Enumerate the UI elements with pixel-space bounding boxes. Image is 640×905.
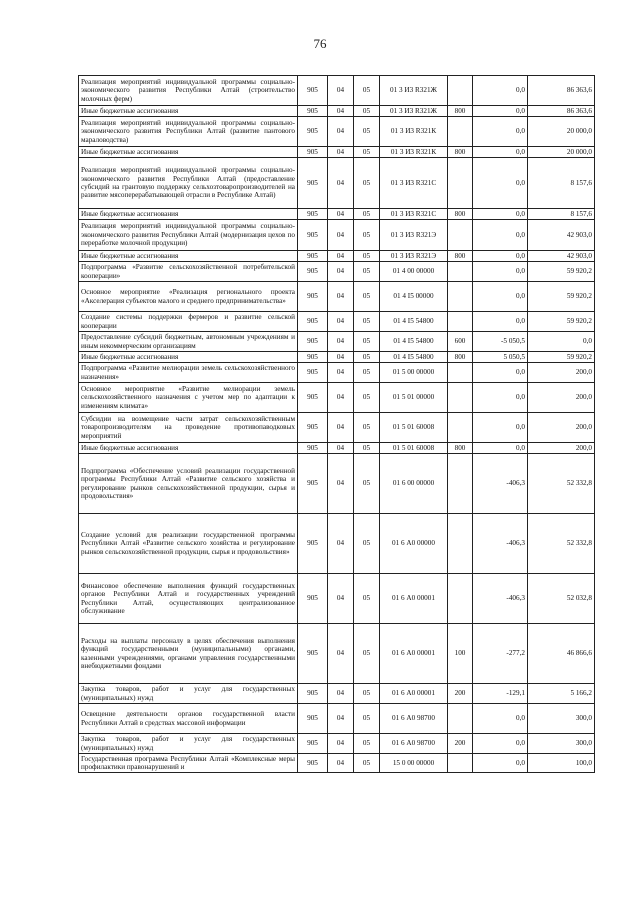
cell-total-amount: 86 363,6 xyxy=(528,76,595,106)
cell-section-code: 04 xyxy=(328,454,354,514)
cell-total-amount: 100,0 xyxy=(528,754,595,773)
cell-expense-type: 600 xyxy=(448,332,473,352)
cell-total-amount: 20 000,0 xyxy=(528,147,595,158)
cell-section-code: 04 xyxy=(328,754,354,773)
cell-subsection-code: 05 xyxy=(354,704,380,734)
cell-expense-type: 800 xyxy=(448,352,473,363)
cell-change-amount: 0,0 xyxy=(473,209,528,220)
cell-expense-type: 100 xyxy=(448,624,473,684)
cell-grbs-code: 905 xyxy=(298,117,328,147)
table-row xyxy=(79,454,595,514)
cell-total-amount: 59 920,2 xyxy=(528,352,595,363)
cell-grbs-code: 905 xyxy=(298,413,328,443)
cell-total-amount: 200,0 xyxy=(528,363,595,383)
cell-expense-type: 200 xyxy=(448,684,473,704)
cell-target-article: 01 3 И3 R321Ж xyxy=(380,106,448,117)
cell-change-amount: 0,0 xyxy=(473,363,528,383)
cell-section-code: 04 xyxy=(328,704,354,734)
cell-section-code: 04 xyxy=(328,413,354,443)
cell-grbs-code: 905 xyxy=(298,158,328,209)
cell-expense-type xyxy=(448,754,473,773)
cell-target-article: 01 3 И3 R321С xyxy=(380,158,448,209)
cell-expense-type xyxy=(448,158,473,209)
cell-change-amount: 0,0 xyxy=(473,220,528,251)
cell-grbs-code: 905 xyxy=(298,147,328,158)
cell-target-article: 01 6 00 00000 xyxy=(380,454,448,514)
cell-subsection-code: 05 xyxy=(354,454,380,514)
cell-subsection-code: 05 xyxy=(354,754,380,773)
cell-name: Закупка товаров, работ и услуг для государственных (муниципальных) нужд xyxy=(79,734,298,754)
cell-name: Основное мероприятие «Реализация регионального проекта «Акселерация субъектов малого и среднего предпринимательства» xyxy=(79,282,298,312)
cell-name: Иные бюджетные ассигнования xyxy=(79,106,298,117)
cell-subsection-code: 05 xyxy=(354,282,380,312)
cell-name: Подпрограмма «Обеспечение условий реализации государственной программы Республики Алтай «Развитие сельского хозяйства и регулирование рынков сельскохозяйственной продукции, сырья и продовольствия» xyxy=(79,454,298,514)
cell-subsection-code: 05 xyxy=(354,734,380,754)
cell-total-amount: 200,0 xyxy=(528,413,595,443)
cell-name: Субсидии на возмещение части затрат сельскохозяйственным товаропроизводителям на проведение противопаводковых мероприятий xyxy=(79,413,298,443)
cell-subsection-code: 05 xyxy=(354,352,380,363)
cell-name: Иные бюджетные ассигнования xyxy=(79,443,298,454)
cell-change-amount: 0,0 xyxy=(473,443,528,454)
cell-subsection-code: 05 xyxy=(354,106,380,117)
cell-target-article: 01 3 И3 R321Э xyxy=(380,251,448,262)
cell-grbs-code: 905 xyxy=(298,704,328,734)
cell-section-code: 04 xyxy=(328,282,354,312)
table-row xyxy=(79,106,595,117)
cell-target-article: 01 4 00 00000 xyxy=(380,262,448,282)
cell-subsection-code: 05 xyxy=(354,443,380,454)
table-row xyxy=(79,209,595,220)
cell-target-article: 01 6 А0 98700 xyxy=(380,734,448,754)
cell-change-amount: 0,0 xyxy=(473,754,528,773)
cell-expense-type xyxy=(448,117,473,147)
cell-expense-type xyxy=(448,454,473,514)
cell-name: Расходы на выплаты персоналу в целях обеспечения выполнения функций государственными (муниципальными) органами, казенными учреждениями, органами управления государственными внебюджетными фондами xyxy=(79,624,298,684)
table-row xyxy=(79,352,595,363)
cell-target-article: 01 3 И3 R321С xyxy=(380,209,448,220)
cell-total-amount: 59 920,2 xyxy=(528,262,595,282)
table-row xyxy=(79,624,595,684)
table-row xyxy=(79,251,595,262)
cell-grbs-code: 905 xyxy=(298,734,328,754)
cell-section-code: 04 xyxy=(328,220,354,251)
cell-target-article: 01 6 А0 00001 xyxy=(380,624,448,684)
cell-grbs-code: 905 xyxy=(298,262,328,282)
cell-change-amount: -406,3 xyxy=(473,454,528,514)
budget-table xyxy=(78,75,595,773)
cell-change-amount: 5 050,5 xyxy=(473,352,528,363)
cell-target-article: 01 3 И3 R321К xyxy=(380,117,448,147)
cell-grbs-code: 905 xyxy=(298,76,328,106)
cell-name: Реализация мероприятий индивидуальной программы социально-экономического развития Республики Алтай (строительство молочных ферм) xyxy=(79,76,298,106)
table-row xyxy=(79,332,595,352)
cell-subsection-code: 05 xyxy=(354,117,380,147)
cell-grbs-code: 905 xyxy=(298,624,328,684)
table-row xyxy=(79,574,595,624)
cell-name: Иные бюджетные ассигнования xyxy=(79,147,298,158)
cell-subsection-code: 05 xyxy=(354,383,380,413)
cell-total-amount: 86 363,6 xyxy=(528,106,595,117)
cell-change-amount: -129,1 xyxy=(473,684,528,704)
cell-total-amount: 8 157,6 xyxy=(528,158,595,209)
cell-subsection-code: 05 xyxy=(354,363,380,383)
cell-subsection-code: 05 xyxy=(354,209,380,220)
table-row xyxy=(79,363,595,383)
cell-total-amount: 8 157,6 xyxy=(528,209,595,220)
cell-expense-type xyxy=(448,363,473,383)
cell-target-article: 01 6 А0 00001 xyxy=(380,574,448,624)
cell-name: Закупка товаров, работ и услуг для государственных (муниципальных) нужд xyxy=(79,684,298,704)
cell-section-code: 04 xyxy=(328,209,354,220)
cell-section-code: 04 xyxy=(328,352,354,363)
cell-name: Реализация мероприятий индивидуальной программы социально-экономического развития Республики Алтай (модернизация цехов по переработке молочной продукции) xyxy=(79,220,298,251)
cell-name: Подпрограмма «Развитие мелиорации земель сельскохозяйственного назначения» xyxy=(79,363,298,383)
cell-section-code: 04 xyxy=(328,76,354,106)
cell-section-code: 04 xyxy=(328,514,354,574)
cell-total-amount: 0,0 xyxy=(528,332,595,352)
cell-section-code: 04 xyxy=(328,574,354,624)
cell-total-amount: 200,0 xyxy=(528,443,595,454)
cell-target-article: 01 3 И3 R321К xyxy=(380,147,448,158)
cell-expense-type: 800 xyxy=(448,209,473,220)
cell-section-code: 04 xyxy=(328,262,354,282)
cell-expense-type xyxy=(448,282,473,312)
cell-grbs-code: 905 xyxy=(298,514,328,574)
cell-name: Освещение деятельности органов государственной власти Республики Алтай в средствах массовой информации xyxy=(79,704,298,734)
cell-subsection-code: 05 xyxy=(354,220,380,251)
cell-grbs-code: 905 xyxy=(298,454,328,514)
cell-name: Подпрограмма «Развитие сельскохозяйственной потребительской кооперации» xyxy=(79,262,298,282)
cell-expense-type xyxy=(448,262,473,282)
cell-name: Иные бюджетные ассигнования xyxy=(79,209,298,220)
cell-change-amount: 0,0 xyxy=(473,704,528,734)
table-row xyxy=(79,413,595,443)
cell-grbs-code: 905 xyxy=(298,443,328,454)
table-row xyxy=(79,514,595,574)
cell-change-amount: -5 050,5 xyxy=(473,332,528,352)
table-row xyxy=(79,282,595,312)
cell-grbs-code: 905 xyxy=(298,574,328,624)
page-number: 76 xyxy=(313,36,327,51)
cell-section-code: 04 xyxy=(328,624,354,684)
cell-subsection-code: 05 xyxy=(354,158,380,209)
cell-expense-type xyxy=(448,514,473,574)
cell-section-code: 04 xyxy=(328,363,354,383)
cell-total-amount: 42 903,0 xyxy=(528,251,595,262)
cell-subsection-code: 05 xyxy=(354,413,380,443)
cell-target-article: 01 3 И3 R321Ж xyxy=(380,76,448,106)
cell-name: Создание системы поддержки фермеров и развитие сельской кооперации xyxy=(79,312,298,332)
cell-change-amount: 0,0 xyxy=(473,147,528,158)
cell-total-amount: 59 920,2 xyxy=(528,282,595,312)
table-row xyxy=(79,117,595,147)
cell-subsection-code: 05 xyxy=(354,332,380,352)
cell-section-code: 04 xyxy=(328,684,354,704)
table-row xyxy=(79,312,595,332)
cell-change-amount: 0,0 xyxy=(473,262,528,282)
cell-subsection-code: 05 xyxy=(354,76,380,106)
cell-expense-type: 800 xyxy=(448,106,473,117)
cell-expense-type xyxy=(448,704,473,734)
cell-change-amount: 0,0 xyxy=(473,413,528,443)
cell-total-amount: 52 332,8 xyxy=(528,454,595,514)
cell-change-amount: 0,0 xyxy=(473,106,528,117)
cell-total-amount: 52 332,8 xyxy=(528,514,595,574)
cell-grbs-code: 905 xyxy=(298,332,328,352)
cell-change-amount: 0,0 xyxy=(473,312,528,332)
table-row xyxy=(79,734,595,754)
cell-target-article: 01 6 А0 98700 xyxy=(380,704,448,734)
cell-name: Предоставление субсидий бюджетным, автономным учреждениям и иным некоммерческим организациям xyxy=(79,332,298,352)
table-row xyxy=(79,262,595,282)
cell-name: Основное мероприятие «Развитие мелиорации земель сельскохозяйственного назначения с учетом мер по адаптации к изменениям климата» xyxy=(79,383,298,413)
cell-grbs-code: 905 xyxy=(298,209,328,220)
cell-target-article: 01 4 I5 54800 xyxy=(380,332,448,352)
cell-change-amount: 0,0 xyxy=(473,117,528,147)
cell-grbs-code: 905 xyxy=(298,312,328,332)
cell-total-amount: 59 920,2 xyxy=(528,312,595,332)
cell-grbs-code: 905 xyxy=(298,684,328,704)
cell-expense-type xyxy=(448,383,473,413)
cell-expense-type xyxy=(448,220,473,251)
cell-grbs-code: 905 xyxy=(298,352,328,363)
table-row xyxy=(79,383,595,413)
cell-section-code: 04 xyxy=(328,332,354,352)
cell-change-amount: 0,0 xyxy=(473,282,528,312)
cell-expense-type: 200 xyxy=(448,734,473,754)
cell-expense-type xyxy=(448,574,473,624)
cell-total-amount: 42 903,0 xyxy=(528,220,595,251)
cell-name: Создание условий для реализации государственной программы Республики Алтай «Развитие сельского хозяйства и регулирование рынков сельскохозяйственной продукции, сырья и продовольствия» xyxy=(79,514,298,574)
table-row xyxy=(79,220,595,251)
cell-total-amount: 46 866,6 xyxy=(528,624,595,684)
table-row xyxy=(79,684,595,704)
cell-subsection-code: 05 xyxy=(354,574,380,624)
cell-expense-type: 800 xyxy=(448,251,473,262)
cell-target-article: 01 5 00 00000 xyxy=(380,363,448,383)
cell-change-amount: 0,0 xyxy=(473,734,528,754)
cell-subsection-code: 05 xyxy=(354,262,380,282)
cell-grbs-code: 905 xyxy=(298,282,328,312)
cell-section-code: 04 xyxy=(328,106,354,117)
table-row xyxy=(79,754,595,773)
cell-subsection-code: 05 xyxy=(354,251,380,262)
cell-total-amount: 200,0 xyxy=(528,383,595,413)
table-body xyxy=(79,76,595,773)
cell-target-article: 01 4 I5 00000 xyxy=(380,282,448,312)
table-row xyxy=(79,147,595,158)
table-row xyxy=(79,76,595,106)
cell-total-amount: 300,0 xyxy=(528,704,595,734)
cell-change-amount: -406,3 xyxy=(473,514,528,574)
cell-target-article: 01 5 01 00000 xyxy=(380,383,448,413)
cell-grbs-code: 905 xyxy=(298,106,328,117)
cell-subsection-code: 05 xyxy=(354,684,380,704)
table-row xyxy=(79,158,595,209)
cell-name: Реализация мероприятий индивидуальной программы социально-экономического развития Республики Алтай (развитие пантового мараловодства) xyxy=(79,117,298,147)
cell-change-amount: 0,0 xyxy=(473,383,528,413)
cell-target-article: 01 4 I5 54800 xyxy=(380,352,448,363)
cell-section-code: 04 xyxy=(328,312,354,332)
cell-target-article: 01 3 И3 R321Э xyxy=(380,220,448,251)
cell-target-article: 01 5 01 60008 xyxy=(380,413,448,443)
cell-expense-type xyxy=(448,76,473,106)
cell-target-article: 01 6 А0 00001 xyxy=(380,684,448,704)
cell-subsection-code: 05 xyxy=(354,624,380,684)
cell-target-article: 01 4 I5 54800 xyxy=(380,312,448,332)
cell-target-article: 01 5 01 60008 xyxy=(380,443,448,454)
cell-name: Финансовое обеспечение выполнения функций государственных органов Республики Алтай и государственных учреждений Республики Алтай, осуществляющих централизованное обслуживание xyxy=(79,574,298,624)
cell-grbs-code: 905 xyxy=(298,251,328,262)
cell-section-code: 04 xyxy=(328,117,354,147)
cell-name: Иные бюджетные ассигнования xyxy=(79,251,298,262)
cell-expense-type xyxy=(448,312,473,332)
cell-grbs-code: 905 xyxy=(298,220,328,251)
cell-change-amount: 0,0 xyxy=(473,76,528,106)
cell-change-amount: 0,0 xyxy=(473,251,528,262)
cell-grbs-code: 905 xyxy=(298,754,328,773)
cell-name: Реализация мероприятий индивидуальной программы социально-экономического развития Республики Алтай (предоставление субсидий на грантовую поддержку сельхозтоваропроизводителей на развитие мясоперерабатывающей отрасли в Республике Алтай) xyxy=(79,158,298,209)
cell-expense-type: 800 xyxy=(448,147,473,158)
cell-total-amount: 52 032,8 xyxy=(528,574,595,624)
cell-subsection-code: 05 xyxy=(354,312,380,332)
cell-subsection-code: 05 xyxy=(354,147,380,158)
cell-total-amount: 5 166,2 xyxy=(528,684,595,704)
cell-section-code: 04 xyxy=(328,147,354,158)
cell-expense-type: 800 xyxy=(448,443,473,454)
cell-grbs-code: 905 xyxy=(298,383,328,413)
cell-total-amount: 300,0 xyxy=(528,734,595,754)
cell-section-code: 04 xyxy=(328,251,354,262)
table-row xyxy=(79,704,595,734)
cell-change-amount: 0,0 xyxy=(473,158,528,209)
cell-section-code: 04 xyxy=(328,158,354,209)
cell-name: Иные бюджетные ассигнования xyxy=(79,352,298,363)
cell-section-code: 04 xyxy=(328,443,354,454)
table-row xyxy=(79,443,595,454)
cell-subsection-code: 05 xyxy=(354,514,380,574)
cell-grbs-code: 905 xyxy=(298,363,328,383)
cell-total-amount: 20 000,0 xyxy=(528,117,595,147)
cell-section-code: 04 xyxy=(328,383,354,413)
cell-change-amount: -406,3 xyxy=(473,574,528,624)
cell-section-code: 04 xyxy=(328,734,354,754)
cell-expense-type xyxy=(448,413,473,443)
cell-name: Государственная программа Республики Алтай «Комплексные меры профилактики правонарушений и xyxy=(79,754,298,773)
cell-target-article: 01 6 А0 00000 xyxy=(380,514,448,574)
cell-change-amount: -277,2 xyxy=(473,624,528,684)
cell-target-article: 15 0 00 00000 xyxy=(380,754,448,773)
